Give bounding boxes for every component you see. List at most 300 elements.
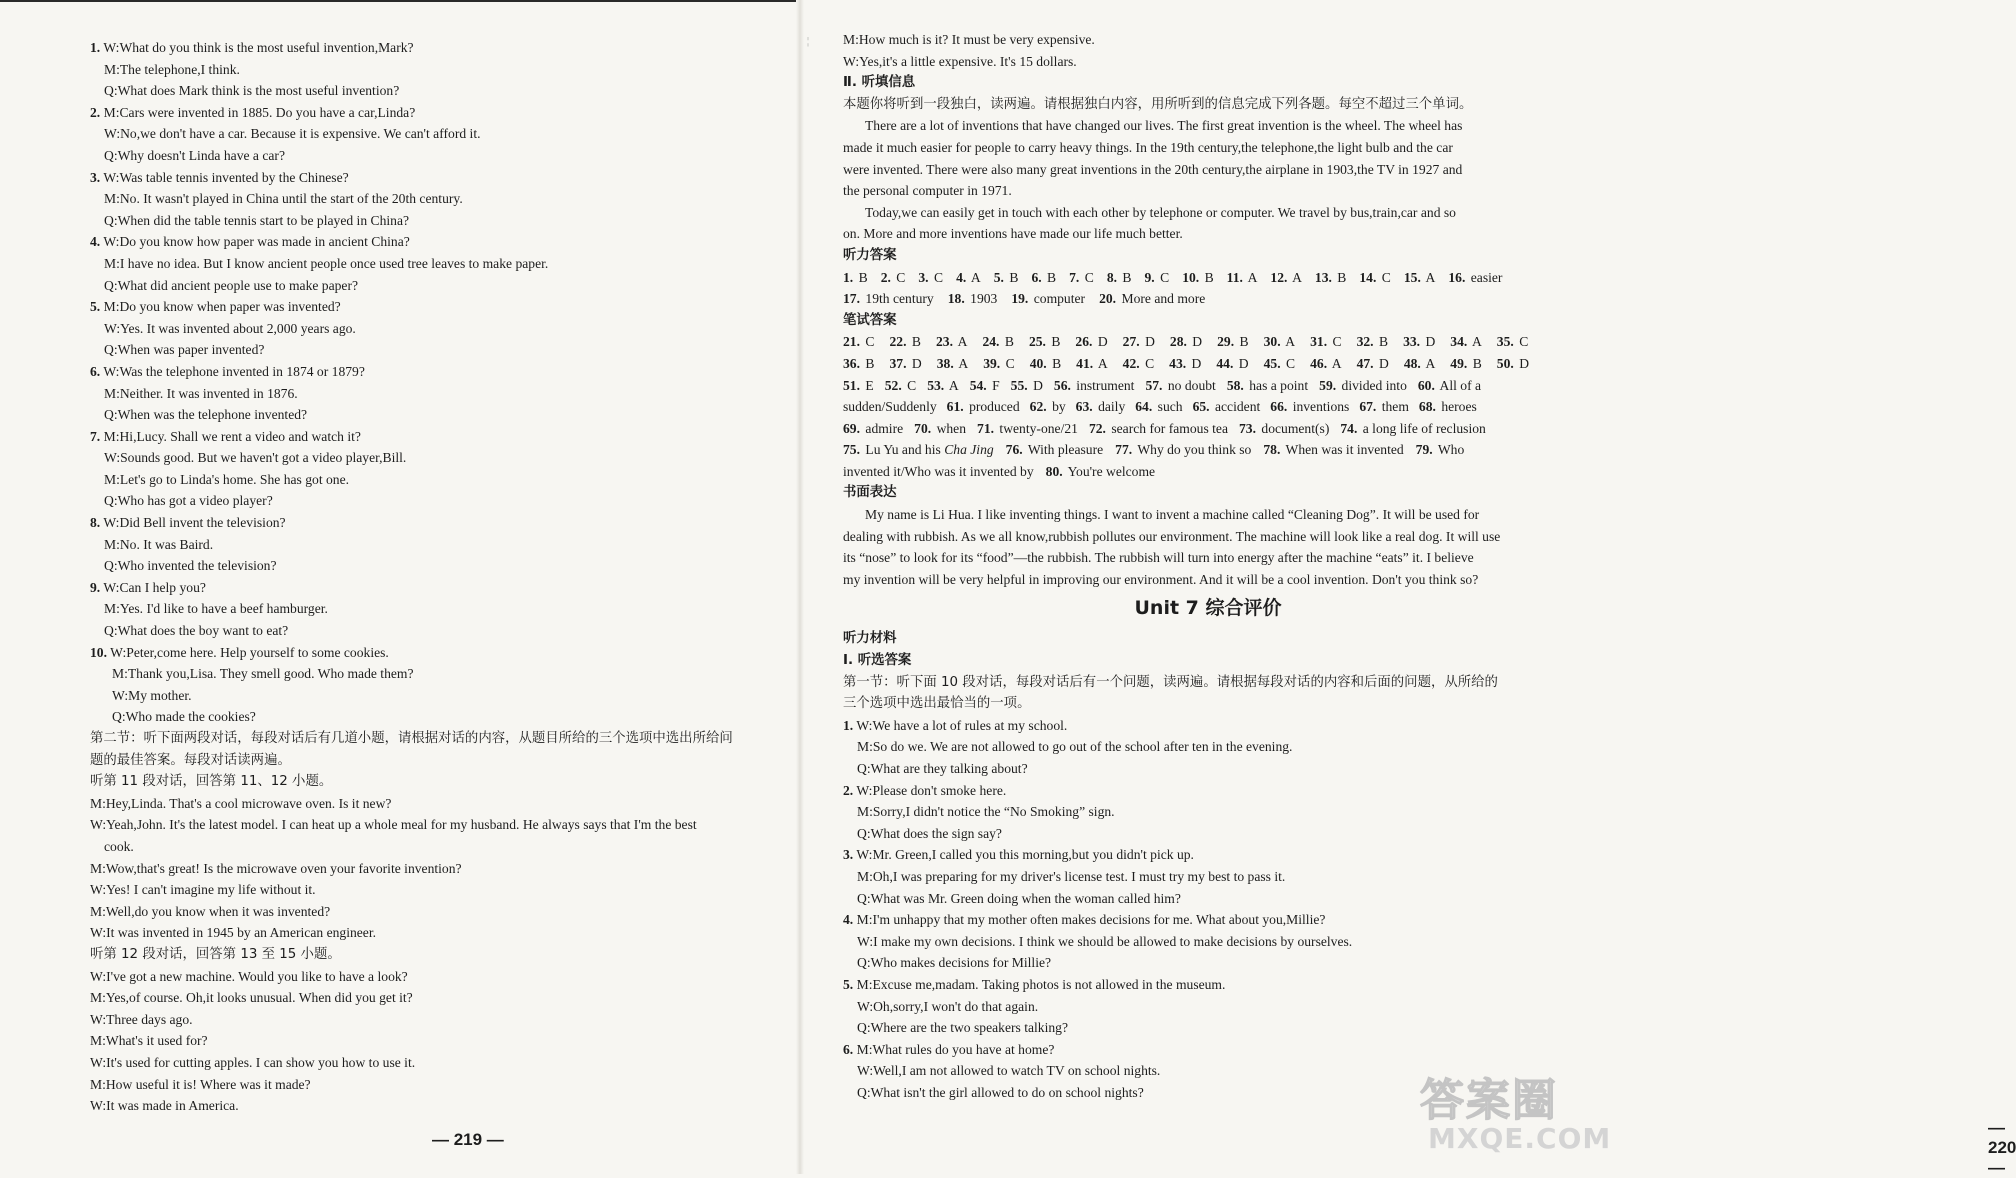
answer-value: A	[1292, 269, 1302, 285]
answer-item	[937, 356, 968, 371]
dialogue-line: W:It's used for cutting apples. I can show you how to use it.	[90, 1054, 416, 1070]
writing-title: 书面表达	[843, 485, 897, 501]
dialogue-line: M:How much is it? It must be very expensive.	[843, 32, 1095, 47]
dialogue-text: W:I make my own decisions. I think we should be allowed to make decisions by ourselves.	[857, 933, 1353, 949]
dialogue-line: M:Wow,that's great! Is the microwave oven your favorite invention?	[90, 860, 462, 876]
dialogue-first-line	[90, 577, 810, 599]
answer-item	[1054, 378, 1135, 393]
answer-value: when	[936, 420, 967, 436]
answer-item	[1310, 356, 1341, 371]
answer-number: 38.	[936, 355, 954, 371]
monologue-line: Today,we can easily get in touch with each other by telephone or computer. We travel by bus,train,car and so	[865, 204, 1456, 220]
question-number: 1.	[843, 717, 854, 733]
answers-title: 听力答案	[843, 247, 897, 263]
question-number: 2.	[843, 782, 854, 798]
dialogue-line: cook.	[104, 838, 134, 854]
answer-value: D	[911, 355, 922, 371]
dialogue-text: W:What do you think is the most useful invention,Mark?	[103, 40, 414, 55]
answer-item	[1264, 334, 1295, 349]
answer-number: 58.	[1226, 377, 1244, 393]
answer-value: D	[1145, 334, 1155, 350]
answer-item	[1497, 356, 1529, 371]
answer-item	[1076, 356, 1107, 371]
watermark-site: MXQE.COM	[1428, 1122, 1612, 1155]
answer-number: 53.	[927, 377, 945, 393]
dialogue-line	[90, 339, 810, 361]
dialogue-first-line	[90, 361, 810, 383]
answer-number: 36.	[843, 355, 860, 371]
dialogue-first-line	[843, 909, 1573, 931]
answer-item	[1419, 399, 1477, 414]
answer-item	[1357, 356, 1389, 371]
answer-number: 69.	[843, 420, 860, 436]
answer-item	[1340, 421, 1485, 436]
answer-value: document(s)	[1261, 420, 1330, 436]
answer-number: 31.	[1310, 334, 1328, 350]
answer-number: 65.	[1192, 399, 1210, 415]
answer-item	[843, 334, 874, 349]
dialogue-text: Q:Where are the two speakers talking?	[857, 1020, 1068, 1036]
answer-item	[1193, 399, 1261, 414]
answer-value: D	[1238, 355, 1249, 371]
answer-value: D	[1097, 334, 1108, 350]
answer-item	[1497, 334, 1528, 349]
answer-number: 39.	[983, 355, 1001, 371]
answer-value: daily	[1098, 399, 1126, 415]
question-number: 3.	[90, 169, 101, 185]
answer-number: 6.	[1031, 269, 1042, 285]
answer-value: A	[948, 377, 959, 393]
answer-value: When was it invented	[1285, 442, 1404, 458]
answer-item	[889, 334, 920, 349]
monologue-line: on. More and more inventions have made our life much better.	[843, 226, 1183, 242]
dialogue-text: W:Was table tennis invented by the Chinese?	[103, 169, 349, 185]
answer-value: C	[1519, 334, 1529, 350]
answer-value: 19th century	[865, 291, 934, 307]
dialogue-first-line	[90, 426, 810, 448]
answer-item	[1319, 378, 1407, 393]
answer-value: by	[1052, 399, 1066, 415]
answer-value: F	[992, 377, 1000, 393]
dialogue-line	[843, 758, 1573, 780]
answer-value: B	[1337, 269, 1347, 285]
answer-value: C	[1286, 355, 1296, 371]
dialogue-first-line	[90, 37, 810, 59]
answer-item	[982, 334, 1013, 349]
answer-number: 78.	[1263, 442, 1281, 458]
left-page-content	[90, 37, 810, 1117]
answer-item	[1404, 270, 1435, 285]
dialogue-text: Q:When was paper invented?	[104, 342, 265, 358]
dialogue-text: M:Thank you,Lisa. They smell good. Who made them?	[112, 666, 414, 682]
answer-item	[1029, 334, 1060, 349]
answer-item	[977, 421, 1078, 436]
answer-number: 37.	[889, 355, 907, 371]
dialogue-line	[90, 318, 810, 340]
answer-item	[843, 442, 994, 457]
page-number-right: — 220 —	[1988, 1118, 2016, 1177]
answer-value: C	[933, 269, 944, 285]
answer-number: 20.	[1099, 291, 1117, 307]
dialogue-first-line	[90, 296, 810, 318]
dialogue-text: M:No. It was Baird.	[104, 536, 214, 552]
answer-item	[956, 270, 981, 285]
answer-value: has a point	[1249, 377, 1309, 393]
dialogue-line: W:It was made in America.	[90, 1098, 239, 1114]
section-intro: 第一节：听下面 10 段对话，每段对话后有一个问题，读两遍。请根据每段对话的内容和后面的问题，从所给的	[843, 674, 1498, 690]
answer-item	[1263, 442, 1403, 457]
answer-item	[885, 378, 916, 393]
dialogue-first-line	[843, 715, 1573, 737]
dialogue-first-line	[843, 844, 1573, 866]
answer-number: 5.	[993, 269, 1004, 285]
answer-number: 75.	[843, 442, 860, 458]
answer-item	[1089, 421, 1228, 436]
dialogue-header: 听第 11 段对话，回答第 11、12 小题。	[90, 774, 333, 790]
answer-item	[914, 421, 966, 436]
answer-value: divided into	[1341, 377, 1407, 393]
dialogue-line	[90, 123, 810, 145]
answer-value: C	[1160, 269, 1170, 285]
right-page-content	[843, 29, 1573, 1104]
answer-value: C	[865, 334, 875, 350]
dialogue-line	[90, 555, 810, 577]
answer-value: A	[1425, 355, 1436, 371]
answer-number: 17.	[843, 291, 860, 307]
dialogue-text: M:Cars were invented in 1885. Do you have a car,Linda?	[103, 104, 416, 120]
dialogue-text: M:The telephone,I think.	[104, 61, 240, 77]
dialogue-text: Q:What isn't the girl allowed to do on school nights?	[857, 1084, 1144, 1100]
dialogue-line	[843, 996, 1573, 1018]
question-number: 3.	[843, 847, 854, 863]
answer-item	[843, 464, 1034, 479]
answer-row	[843, 353, 1573, 375]
question-number: 5.	[843, 976, 854, 992]
dialogue-line	[843, 866, 1573, 888]
dialogue-line: M:Hey,Linda. That's a cool microwave oven. Is it new?	[90, 795, 392, 811]
answer-value: B	[1378, 334, 1389, 350]
dialogue-line: W:I've got a new machine. Would you like to have a look?	[90, 968, 408, 984]
dialogue-text: M:Let's go to Linda's home. She has got one.	[104, 471, 350, 487]
dialogue-text: M:What rules do you have at home?	[856, 1041, 1055, 1057]
dialogue-text: W:Do you know how paper was made in ancient China?	[103, 234, 410, 250]
answer-number: 74.	[1340, 420, 1358, 436]
answer-item	[1030, 356, 1061, 371]
dialogue-line	[90, 598, 810, 620]
dialogue-first-line	[90, 102, 810, 124]
answer-value: C	[1145, 355, 1155, 371]
answer-item	[843, 421, 903, 436]
answer-value: computer	[1033, 291, 1086, 307]
answer-row	[843, 288, 1573, 310]
answer-number: 61.	[946, 399, 964, 415]
margin-mark: ¦	[807, 36, 810, 47]
answer-number: 44.	[1216, 355, 1234, 371]
answer-number: 68.	[1418, 399, 1436, 415]
answer-item	[1217, 334, 1248, 349]
dialogue-text: Q:When did the table tennis start to be played in China?	[104, 212, 410, 228]
dialogue-line	[90, 80, 810, 102]
answer-item	[1006, 442, 1103, 457]
answer-item	[1448, 270, 1502, 285]
answer-number: 19.	[1011, 291, 1029, 307]
dialogue-line	[90, 469, 810, 491]
answer-value: A	[1425, 269, 1436, 285]
answer-value: C	[1332, 334, 1342, 350]
answer-item	[1239, 421, 1329, 436]
question-number: 6.	[90, 363, 101, 379]
answer-value: All of a	[1439, 377, 1482, 393]
answer-value: A	[1285, 334, 1296, 350]
dialogue-text: M:So do we. We are not allowed to go out of the school after ten in the evening.	[857, 739, 1293, 755]
answer-item	[1030, 399, 1066, 414]
dialogue-text: Q:Who makes decisions for Millie?	[857, 955, 1052, 971]
answers-title: 笔试答案	[843, 312, 897, 328]
section-title: Ⅰ. 听选答案	[843, 653, 912, 669]
answer-item	[994, 270, 1019, 285]
dialogue-text: Q:Why doesn't Linda have a car?	[104, 147, 285, 163]
dialogue-line	[90, 663, 810, 685]
answer-number: 12.	[1270, 269, 1288, 285]
answer-item	[1227, 378, 1308, 393]
dialogue-text: M:I'm unhappy that my mother often makes decisions for me. What about you,Millie?	[856, 912, 1326, 928]
answer-value: B	[1472, 355, 1482, 371]
answer-number: 52.	[884, 377, 902, 393]
answer-number: 80.	[1045, 463, 1063, 479]
dialogue-line: M:How useful it is! Where was it made?	[90, 1076, 311, 1092]
answer-row	[843, 461, 1573, 483]
answer-value: search for famous tea	[1111, 420, 1228, 436]
dialogue-line	[843, 888, 1573, 910]
answer-item	[843, 356, 874, 371]
answer-value: A	[1471, 334, 1482, 350]
question-number: 2.	[90, 104, 101, 120]
dialogue-text: Q:Who has got a video player?	[104, 493, 273, 509]
answer-number: 51.	[843, 377, 860, 393]
answer-row	[843, 375, 1573, 397]
question-number: 10.	[90, 644, 107, 660]
question-number: 1.	[90, 40, 101, 55]
answer-item	[1404, 356, 1435, 371]
answer-number: 60.	[1417, 377, 1435, 393]
answer-number: 4.	[956, 269, 967, 285]
dialogue-text: M:No. It wasn't played in China until the start of the 20th century.	[104, 191, 463, 207]
answer-number: 73.	[1238, 420, 1256, 436]
answer-number: 10.	[1182, 269, 1200, 285]
dialogue-text: Q:What did ancient people use to make paper?	[104, 277, 359, 293]
answer-value: C	[1381, 269, 1391, 285]
answer-value: such	[1157, 399, 1183, 415]
dialogue-text: W:Oh,sorry,I won't do that again.	[857, 998, 1039, 1014]
dialogue-line: W:It was invented in 1945 by an American engineer.	[90, 925, 377, 941]
answer-number: 33.	[1403, 334, 1421, 350]
answer-number: 35.	[1496, 334, 1514, 350]
dialogue-first-line	[843, 780, 1573, 802]
dialogue-line	[90, 685, 810, 707]
answer-item	[843, 291, 934, 306]
answer-item	[1123, 334, 1155, 349]
answer-value: B	[1122, 269, 1132, 285]
answer-item	[1264, 356, 1295, 371]
answer-number: 13.	[1314, 269, 1332, 285]
dialogue-text: Q:Who made the cookies?	[112, 709, 256, 725]
dialogue-text: W:My mother.	[112, 687, 192, 703]
dialogue-line	[90, 620, 810, 642]
dialogue-line	[843, 801, 1573, 823]
answer-value: instrument	[1076, 377, 1135, 393]
answer-item	[1450, 356, 1481, 371]
dialogue-line	[843, 823, 1573, 845]
answer-value: D	[1033, 377, 1043, 393]
answer-number: 46.	[1310, 355, 1328, 371]
answer-item	[889, 356, 921, 371]
answer-item	[1031, 270, 1056, 285]
answer-number: 28.	[1169, 334, 1187, 350]
monologue-line: the personal computer in 1971.	[843, 183, 1012, 199]
answer-value: a long life of reclusion	[1362, 420, 1486, 436]
answer-item	[1046, 464, 1155, 479]
answer-item	[881, 270, 906, 285]
answer-item	[1069, 270, 1094, 285]
answer-item	[1182, 270, 1213, 285]
answer-row	[843, 439, 1573, 461]
answer-value: B	[1204, 269, 1214, 285]
answer-item	[1170, 334, 1202, 349]
answer-number: 56.	[1053, 377, 1071, 393]
answer-value: A	[958, 355, 969, 371]
writing-line: my invention will be very helpful in improving our environment. And it will be a cool invention. Don't you think so?	[843, 571, 1479, 587]
dialogue-line	[843, 931, 1573, 953]
answer-number: 9.	[1144, 269, 1155, 285]
top-rule	[0, 0, 800, 2]
answer-number: 2.	[880, 269, 891, 285]
answer-value: them	[1381, 399, 1409, 415]
answer-number: 25.	[1028, 334, 1046, 350]
monologue-line: made it much easier for people to carry heavy things. In the 19th century,the telephone,the light bulb and the car	[843, 139, 1453, 155]
answer-item	[1270, 399, 1349, 414]
question-number: 9.	[90, 579, 101, 595]
answer-value: B	[1009, 269, 1019, 285]
answer-item	[1076, 399, 1126, 414]
question-number: 4.	[843, 912, 854, 928]
answer-item	[843, 270, 868, 285]
answer-number: 72.	[1088, 420, 1106, 436]
answer-item	[1123, 356, 1154, 371]
question-number: 7.	[90, 428, 101, 444]
answer-value: accident	[1214, 399, 1261, 415]
dialogue-text: W:No,we don't have a car. Because it is expensive. We can't afford it.	[104, 126, 481, 142]
answer-item	[1107, 270, 1132, 285]
answer-number: 66.	[1270, 399, 1288, 415]
dialogue-line	[90, 404, 810, 426]
dialogue-text: M:Yes. I'd like to have a beef hamburger.	[104, 601, 328, 617]
dialogue-line	[90, 210, 810, 232]
dialogue-line	[90, 253, 810, 275]
answer-value: admire	[865, 420, 904, 436]
answer-item	[1075, 334, 1107, 349]
question-number: 4.	[90, 234, 101, 250]
dialogue-line	[90, 490, 810, 512]
answer-value: produced	[969, 399, 1020, 415]
answer-value: With pleasure	[1027, 442, 1104, 458]
answer-item	[1011, 378, 1043, 393]
dialogue-line	[90, 706, 810, 728]
answer-value: easier	[1470, 269, 1503, 285]
answer-number: 34.	[1450, 334, 1468, 350]
dialogue-text: W:Yes. It was invented about 2,000 years ago.	[104, 320, 356, 336]
writing-line: its “nose” to look for its “food”—the rubbish. The rubbish will turn into energy after the machine “eats” it. I believe	[843, 550, 1474, 566]
answer-row	[843, 396, 1573, 418]
answer-item	[1169, 356, 1201, 371]
dialogue-text: Q:What does the sign say?	[857, 825, 1002, 841]
answer-number: 21.	[843, 334, 860, 350]
answer-number: 8.	[1106, 269, 1118, 285]
answer-number: 26.	[1075, 334, 1093, 350]
writing-line: My name is Li Hua. I like inventing things. I want to invent a machine called “Cleaning Dog”. It will be used for	[865, 507, 1480, 523]
answer-number: 71.	[977, 420, 995, 436]
answer-number: 32.	[1356, 334, 1374, 350]
dialogue-text: M:Do you know when paper was invented?	[103, 299, 341, 315]
dialogue-text: M:Neither. It was invented in 1876.	[104, 385, 298, 401]
answer-number: 47.	[1356, 355, 1374, 371]
answer-number: 63.	[1075, 399, 1093, 415]
answer-value: Why do you think so	[1137, 442, 1252, 458]
dialogue-first-line	[843, 974, 1573, 996]
answer-number: 62.	[1029, 399, 1047, 415]
answer-item	[1450, 334, 1481, 349]
answer-value: no doubt	[1167, 377, 1216, 393]
answer-value: A	[970, 269, 981, 285]
book-title-italic: Cha Jing	[944, 442, 994, 458]
dialogue-line: M:What's it used for?	[90, 1033, 208, 1049]
dialogue-text: W:Mr. Green,I called you this morning,but you didn't pick up.	[856, 847, 1194, 863]
dialogue-text: M:Hi,Lucy. Shall we rent a video and watch it?	[103, 428, 361, 444]
answer-number: 59.	[1319, 377, 1337, 393]
answer-value: You're welcome	[1067, 463, 1156, 479]
answer-number: 49.	[1450, 355, 1468, 371]
answer-item	[1310, 334, 1341, 349]
answer-item	[918, 270, 943, 285]
answer-number: 30.	[1263, 334, 1281, 350]
answer-item	[927, 378, 958, 393]
dialogue-text: W:Peter,come here. Help yourself to some cookies.	[110, 644, 389, 660]
answer-item	[1359, 399, 1409, 414]
answer-number: 76.	[1005, 442, 1023, 458]
answer-value: More and more	[1121, 291, 1206, 307]
answer-number: 57.	[1145, 377, 1163, 393]
dialogue-text: W:Please don't smoke here.	[856, 782, 1007, 798]
dialogue-text: W:Can I help you?	[103, 579, 206, 595]
dialogue-line	[90, 534, 810, 556]
answer-value: Who	[1437, 442, 1465, 458]
dialogue-line	[90, 145, 810, 167]
answer-number: 70.	[914, 420, 932, 436]
answer-value: D	[1191, 355, 1202, 371]
dialogue-text: W:Well,I am not allowed to watch TV on school nights.	[857, 1063, 1161, 1079]
monologue-line: There are a lot of inventions that have changed our lives. The first great invention is the wheel. The wheel has	[865, 118, 1463, 134]
answer-value: C	[1084, 269, 1094, 285]
watermark	[1420, 1062, 1612, 1174]
answer-number: 40.	[1029, 355, 1047, 371]
answer-number: 27.	[1122, 334, 1140, 350]
answer-value: A	[957, 334, 968, 350]
answer-number: 64.	[1135, 399, 1153, 415]
answer-number: 16.	[1448, 269, 1466, 285]
answer-number: 22.	[889, 334, 907, 350]
answer-item	[1359, 270, 1390, 285]
watermark-logo: 答案圈	[1420, 1075, 1558, 1126]
answer-value: 1903	[970, 291, 998, 307]
